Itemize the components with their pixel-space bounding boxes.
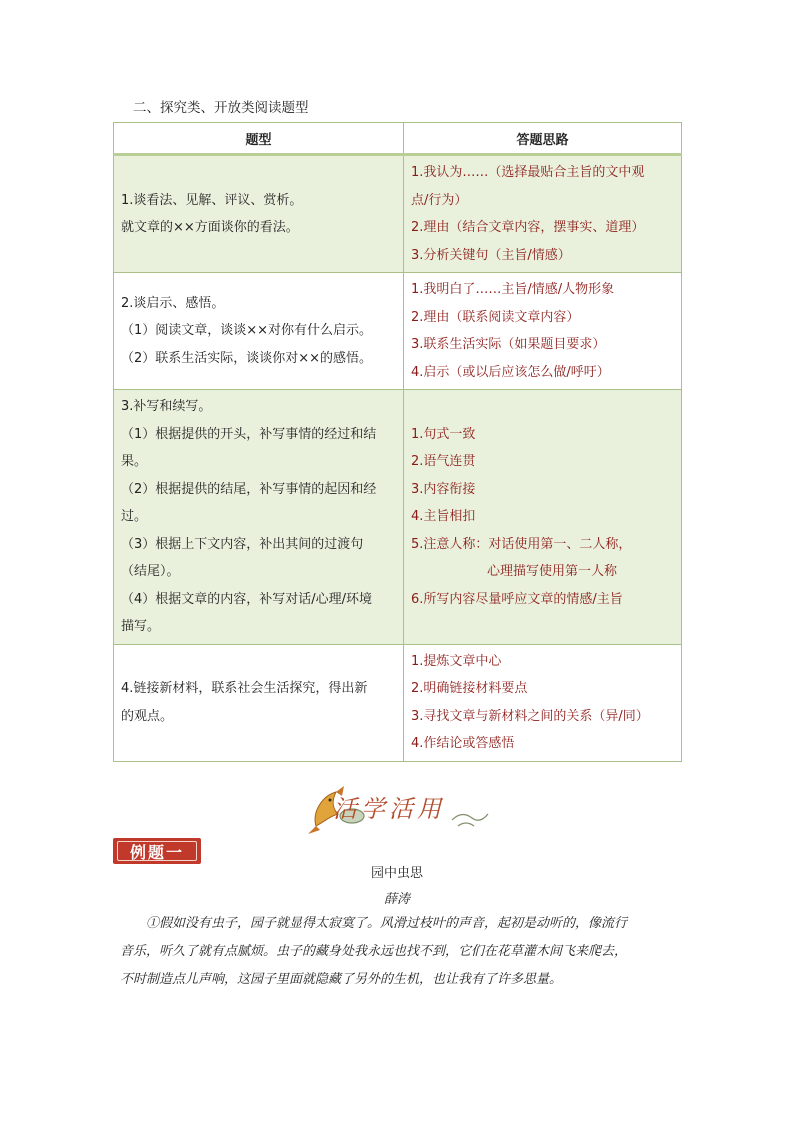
answer-line: 5.注意人称：对话使用第一、二人称，	[411, 536, 632, 552]
answer-cell	[404, 273, 682, 390]
answer-line: 2.明确链接材料要点	[411, 681, 528, 696]
example-tag	[113, 838, 201, 864]
answer-line: 1.我明白了……主旨/情感/人物形象	[411, 282, 615, 297]
article-title: 园中虫思	[370, 866, 423, 881]
question-line: 描写。	[121, 619, 161, 634]
article-paragraph	[120, 910, 680, 994]
answer-line: 3.寻找文章与新材料之间的关系（异/同）	[411, 708, 649, 724]
question-line: 3.补写和续写。	[121, 399, 212, 414]
question-cell	[114, 390, 404, 645]
question-line: （2）联系生活实际，谈谈你对××的感悟。	[121, 350, 373, 366]
answer-line: 1.提炼文章中心	[411, 653, 502, 669]
answer-line: 2.理由（联系阅读文章内容）	[411, 309, 580, 325]
question-line: （结尾）。	[121, 564, 180, 579]
question-line: 的观点。	[121, 708, 174, 724]
question-line: 就文章的××方面谈你的看法。	[121, 220, 299, 235]
question-line: 2.谈启示、感悟。	[121, 295, 225, 311]
table-row	[114, 155, 682, 273]
answer-cell	[404, 155, 682, 273]
answer-line: 3.联系生活实际（如果题目要求）	[411, 337, 606, 352]
question-line: 1.谈看法、见解、评议、赏析。	[121, 192, 303, 208]
example-label: 例题一	[129, 843, 184, 862]
answer-line: 1.我认为……（选择最贴合主旨的文中观	[411, 165, 645, 180]
answer-cell	[404, 644, 682, 761]
question-line: （2）根据提供的结尾，补写事情的起因和经	[121, 481, 377, 497]
answer-line: 4.作结论或答感悟	[411, 736, 515, 751]
answer-line: 4.主旨相扣	[411, 509, 476, 524]
paragraph-line: 音乐，听久了就有点腻烦。虫子的藏身处我永远也找不到，它们在花草灌木间飞来爬去，	[120, 944, 628, 959]
answer-cell	[404, 390, 682, 645]
question-cell	[114, 155, 404, 273]
section-title: 二、探究类、开放类阅读题型	[133, 100, 309, 116]
question-cell	[114, 273, 404, 390]
question-cell	[114, 644, 404, 761]
header-answer-approach: 答题思路	[404, 123, 682, 155]
answer-line: 6.所写内容尽量呼应文章的情感/主旨	[411, 591, 623, 607]
table-row	[114, 390, 682, 645]
answer-line: 2.理由（结合文章内容，摆事实、道理）	[411, 220, 645, 235]
banner-title: 活学活用	[333, 795, 445, 823]
answer-line: 点/行为）	[411, 192, 468, 208]
question-line: 过。	[121, 509, 148, 524]
answer-line: 3.内容衔接	[411, 481, 476, 497]
question-line: （3）根据上下文内容，补出其间的过渡句	[121, 536, 364, 552]
answer-line: 心理描写使用第一人称	[487, 564, 618, 579]
table-header-row	[114, 123, 682, 155]
question-line: 果。	[121, 454, 148, 469]
paragraph-line: 不时制造点儿声响，这园子里面就隐藏了另外的生机，也让我有了许多思量。	[120, 972, 563, 987]
paragraph-line: ①假如没有虫子，园子就显得太寂寞了。风滑过枝叶的声音，起初是动听的，像流行	[146, 916, 628, 931]
header-question-type: 题型	[114, 123, 404, 155]
answer-line: 1.句式一致	[411, 426, 476, 442]
question-line: 4.链接新材料，联系社会生活探究，得出新	[121, 681, 368, 696]
answer-line: 3.分析关键句（主旨/情感）	[411, 247, 571, 263]
answer-line: 4.启示（或以后应该怎么做/呼吁）	[411, 364, 610, 380]
answer-line: 2.语气连贯	[411, 454, 476, 469]
article-author: 薛涛	[383, 892, 410, 907]
question-line: （4）根据文章的内容，补写对话/心理/环境	[121, 591, 373, 607]
question-type-table	[113, 122, 682, 762]
table-row	[114, 273, 682, 390]
table-row	[114, 644, 682, 761]
question-line: （1）根据提供的开头，补写事情的经过和结	[121, 426, 377, 442]
question-line: （1）阅读文章，谈谈××对你有什么启示。	[121, 323, 373, 339]
